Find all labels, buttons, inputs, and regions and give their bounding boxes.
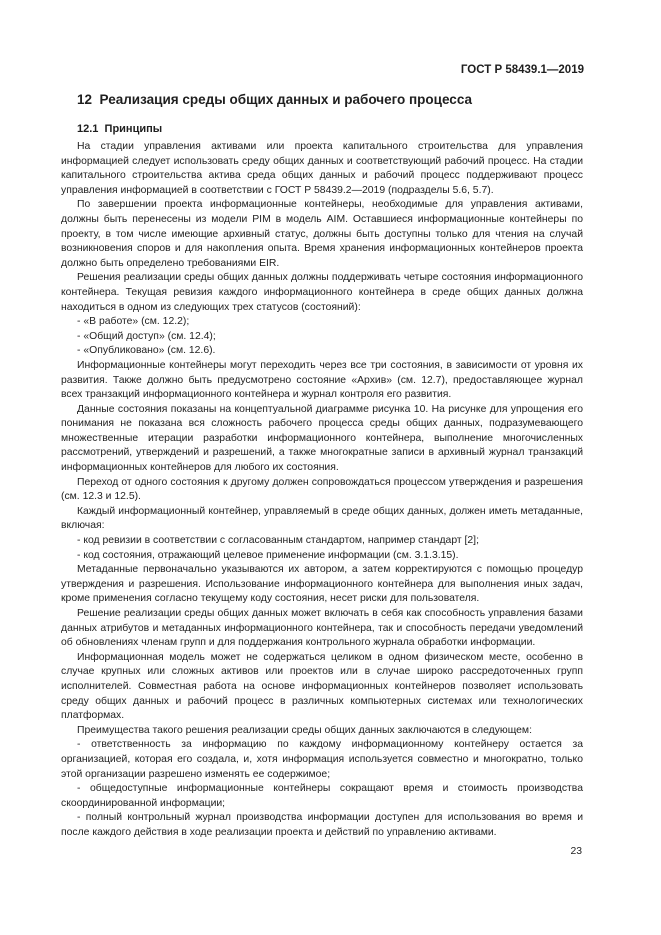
- paragraph: Информационные контейнеры могут переходить через все три состояния, в зависимости от уровня их развития. Также должно быть предусмотрено состояние «Архив» (см. 12.7), предоставляющее журнал всех транзакций информационного контейнера и журнал контроля его развития.: [61, 359, 583, 401]
- paragraph: Каждый информационный контейнер, управляемый в среде общих данных, должен иметь метаданные, включая:: [61, 505, 583, 532]
- subsection-number: 12.1: [77, 123, 99, 135]
- list-item: - код ревизии в соответствии с согласованным стандартом, например стандарт [2];: [77, 535, 479, 547]
- list-item: - ответственность за информацию по каждому информационному контейнеру остается за организацией, которая его создала, и, хотя информация используется совместно и многократно, только этой организации разрешено изменять ее содержимое;: [61, 739, 583, 780]
- list-item: - полный контрольный журнал производства информации доступен для использования во время и после каждого действия в ходе реализации проекта и действий по управлению активами.: [61, 812, 583, 838]
- paragraph: Переход от одного состояния к другому должен сопровождаться процессом утверждения и разрешения (см. 12.3 и 12.5).: [61, 476, 583, 503]
- paragraph: На стадии управления активами или проекта капитального строительства для управления информацией следует использовать среду общих данных и соответствующий рабочий процесс. На стадии капитального строительства актива среда общих данных и рабочий процесс поддерживают процесс управления информацией в соответствии с ГОСТ Р 58439.2—2019 (подразделы 5.6, 5.7).: [61, 141, 583, 196]
- document-code-header: ГОСТ Р 58439.1—2019: [460, 64, 584, 76]
- paragraph: По завершении проекта информационные контейнеры, необходимые для управления активами, должны быть перенесены из модели PIM в модель AIM. Оставшиеся информационные контейнеры по проекту, в том числе имеющие архивный статус, должны быть доступны только для чтения на случай возникновения споров и для накопления опыта. Время хранения информационных контейнеров проекта должно быть определено требованиями EIR.: [61, 199, 583, 269]
- paragraph: Решения реализации среды общих данных должны поддерживать четыре состояния информационного контейнера. Текущая ревизия каждого информационного контейнера в среде общих данных должна находиться в одном из следующих трех статусов (состояний):: [61, 272, 583, 313]
- list-item: - «Опубликовано» (см. 12.6).: [77, 345, 216, 357]
- paragraph: Метаданные первоначально указываются их автором, а затем корректируются с помощью процедур утверждения и разрешения. Использование информационного контейнера для выполнения иных задач, кроме применения согласно текущему коду состояния, несет риски для пользователя.: [61, 564, 583, 605]
- list-item: - код состояния, отражающий целевое применение информации (см. 3.1.3.15).: [77, 549, 459, 561]
- list-item: - «Общий доступ» (см. 12.4);: [77, 330, 216, 342]
- subsection-heading: [77, 123, 162, 135]
- section-title: Реализация среды общих данных и рабочего процесса: [99, 92, 472, 107]
- paragraph: Преимущества такого решения реализации среды общих данных заключаются в следующем:: [77, 724, 532, 736]
- list-item: - общедоступные информационные контейнеры сокращают время и стоимость производства скоординированной информации;: [61, 783, 583, 809]
- paragraph: Информационная модель может не содержаться целиком в одном физическом месте, особенно в случае крупных или сложных активов или проектов или в случае широко рассредоточенных групп исполнителей. Совместная работа на основе информационных контейнеров позволяет использовать среду общих данных и рабочий процесс в различных компьютерных системах или технологических платформах.: [61, 651, 583, 722]
- body-text: [61, 140, 583, 841]
- paragraph: Решение реализации среды общих данных может включать в себя как способность управления базами данных атрибутов и метаданных информационного контейнера, так и способность передачи уведомлений об обновлениях членам групп и для поддержания контрольного журнала обработки информации.: [61, 608, 583, 649]
- section-number: 12: [77, 92, 93, 107]
- section-heading: [77, 92, 472, 107]
- paragraph: Данные состояния показаны на концептуальной диаграмме рисунка 10. На рисунке для упрощения его понимания не показана вся сложность рабочего процесса среды общих данных, подразумевающего множественные итерации разработки информационного контейнера, выполнение многочисленных рассмотрений, утверждений и разрешений, а также многократные записи в архивный журнал транзакций информационных контейнеров для любого их состояния.: [61, 403, 583, 474]
- list-item: - «В работе» (см. 12.2);: [77, 316, 190, 328]
- subsection-title: Принципы: [104, 123, 163, 135]
- page-number: 23: [570, 846, 582, 857]
